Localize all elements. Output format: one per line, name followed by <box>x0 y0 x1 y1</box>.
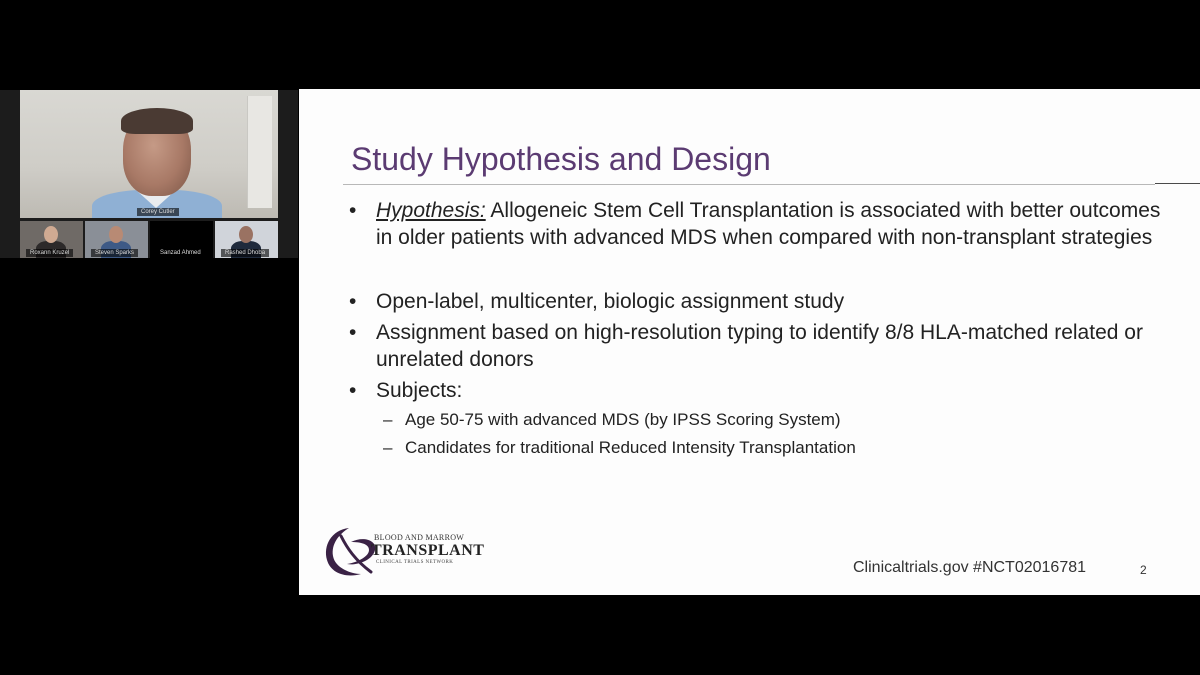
speaker-hair <box>121 108 193 134</box>
participant-face <box>109 226 123 243</box>
bullet-text <box>376 197 1169 251</box>
bullet-study-type <box>349 288 1169 315</box>
hypothesis-label: Hypothesis: <box>376 199 486 222</box>
bullet-dot: • <box>349 321 357 344</box>
footer-reference: Clinicaltrials.gov #NCT02016781 <box>853 559 1087 576</box>
participant-face <box>44 226 58 243</box>
bullet-dot: • <box>349 379 357 402</box>
participant-name: Roxann Kruzel <box>26 249 73 257</box>
sub-dash: – <box>383 410 393 429</box>
participant-name: Sanzad Ahmed <box>156 249 205 257</box>
shared-slide <box>299 89 1200 595</box>
participant-thumb-4[interactable] <box>215 221 278 258</box>
page-number: 2 <box>1140 563 1147 577</box>
slide-title: Study Hypothesis and Design <box>351 141 771 177</box>
background-wall-art <box>247 96 272 208</box>
bullet-assignment <box>349 319 1169 373</box>
active-speaker-name: Corey Cutler <box>137 208 179 216</box>
sub-bullet <box>383 406 1169 434</box>
sub-bullet <box>383 434 1169 462</box>
participant-thumb-2[interactable] <box>85 221 148 258</box>
participant-name: Rashed Dhoba <box>221 249 269 257</box>
active-speaker-video[interactable] <box>20 90 278 218</box>
participant-name: Steven Sparks <box>91 249 138 257</box>
title-divider <box>343 184 1155 185</box>
sub-dash: – <box>383 438 393 457</box>
bullet-text: Open-label, multicenter, biologic assignment study <box>376 290 845 313</box>
participant-face <box>239 226 253 243</box>
sub-text: Age 50-75 with advanced MDS (by IPSS Scoring System) <box>405 410 841 429</box>
bullet-dot: • <box>349 199 357 222</box>
participant-thumb-3[interactable] <box>150 221 213 258</box>
bullet-subjects <box>349 377 1169 404</box>
bullet-list <box>349 197 1169 462</box>
video-panel <box>0 90 298 258</box>
logo-line-1: BLOOD AND MARROW <box>374 533 465 542</box>
bullet-text: Subjects: <box>376 379 463 402</box>
sub-text: Candidates for traditional Reduced Intensity Transplantation <box>405 438 856 457</box>
logo-line-3: CLINICAL TRIALS NETWORK <box>376 560 454 565</box>
bmt-ctn-logo <box>321 522 485 580</box>
participant-thumb-1[interactable] <box>20 221 83 258</box>
bullet-dot: • <box>349 290 357 313</box>
title-divider-accent <box>1155 183 1200 184</box>
participant-thumbnails <box>20 221 278 258</box>
hypothesis-text: Allogeneic Stem Cell Transplantation is associated with better outcomes in older patients with advanced MDS when compared with non-transplant strategies <box>376 199 1161 249</box>
bullet-hypothesis <box>349 197 1169 251</box>
subjects-sublist <box>383 406 1169 462</box>
logo-line-2: TRANSPLANT <box>371 542 485 559</box>
bullet-text: Assignment based on high-resolution typing to identify 8/8 HLA-matched related or unrelated donors <box>376 321 1143 371</box>
